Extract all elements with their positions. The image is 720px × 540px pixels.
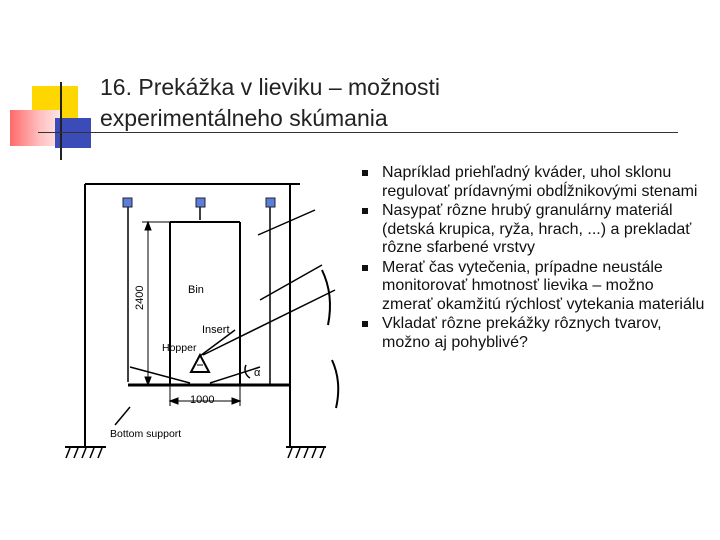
leader-1 (258, 210, 315, 235)
hopper-slope-right (210, 367, 260, 383)
bullet-item (360, 202, 705, 258)
hopper-diagram (60, 160, 355, 465)
bullet-square-icon (362, 208, 368, 214)
decorative-pink-gradient (10, 110, 60, 146)
decorative-vertical-line (60, 82, 62, 160)
bullet-square-icon (362, 170, 368, 176)
label-hopper: Hopper (162, 342, 197, 354)
bullet-square-icon (362, 321, 368, 327)
right-brace-1 (322, 270, 330, 325)
label-width: 1000 (190, 394, 215, 406)
bullet-text: Vkladať rôzne prekážky rôznych tvarov, možno aj pohyblivé? (382, 315, 662, 351)
bullet-item (360, 259, 705, 315)
label-bin: Bin (188, 284, 204, 296)
label-bottom-support: Bottom support (110, 428, 182, 440)
fixture-middle (196, 198, 205, 207)
fixture-right (266, 198, 275, 207)
leader-bottom-support (115, 407, 130, 425)
bullet-text: Napríklad priehľadný kváder, uhol sklonu regulovať prídavnými obdĺžnikovými stenami (382, 164, 698, 200)
bullet-list (360, 164, 705, 352)
label-alpha: α (254, 367, 261, 379)
leader-3 (203, 290, 335, 355)
right-brace-2 (332, 360, 338, 408)
bullet-text: Nasypať rôzne hrubý granulárny materiál (detská krupica, ryža, hrach, ...) a prekladať rôzne sfarbené vrstvy (382, 202, 692, 256)
hopper-slope-left (130, 367, 190, 383)
slide-title: 16. Prekážka v lieviku – možnosti experimentálneho skúmania (100, 74, 441, 131)
insert-triangle (191, 355, 209, 372)
label-insert: Insert (202, 324, 230, 336)
fixture-left (123, 198, 132, 207)
bullet-item (360, 164, 705, 201)
bullet-text: Merať čas vytečenia, prípadne neustále monitorovať hmotnosť lievika – možno zmerať okamžitú rýchlosť vytekania materiálu (382, 258, 705, 313)
label-height: 2400 (134, 285, 146, 310)
bullet-square-icon (362, 265, 368, 271)
bullet-item (360, 315, 705, 352)
